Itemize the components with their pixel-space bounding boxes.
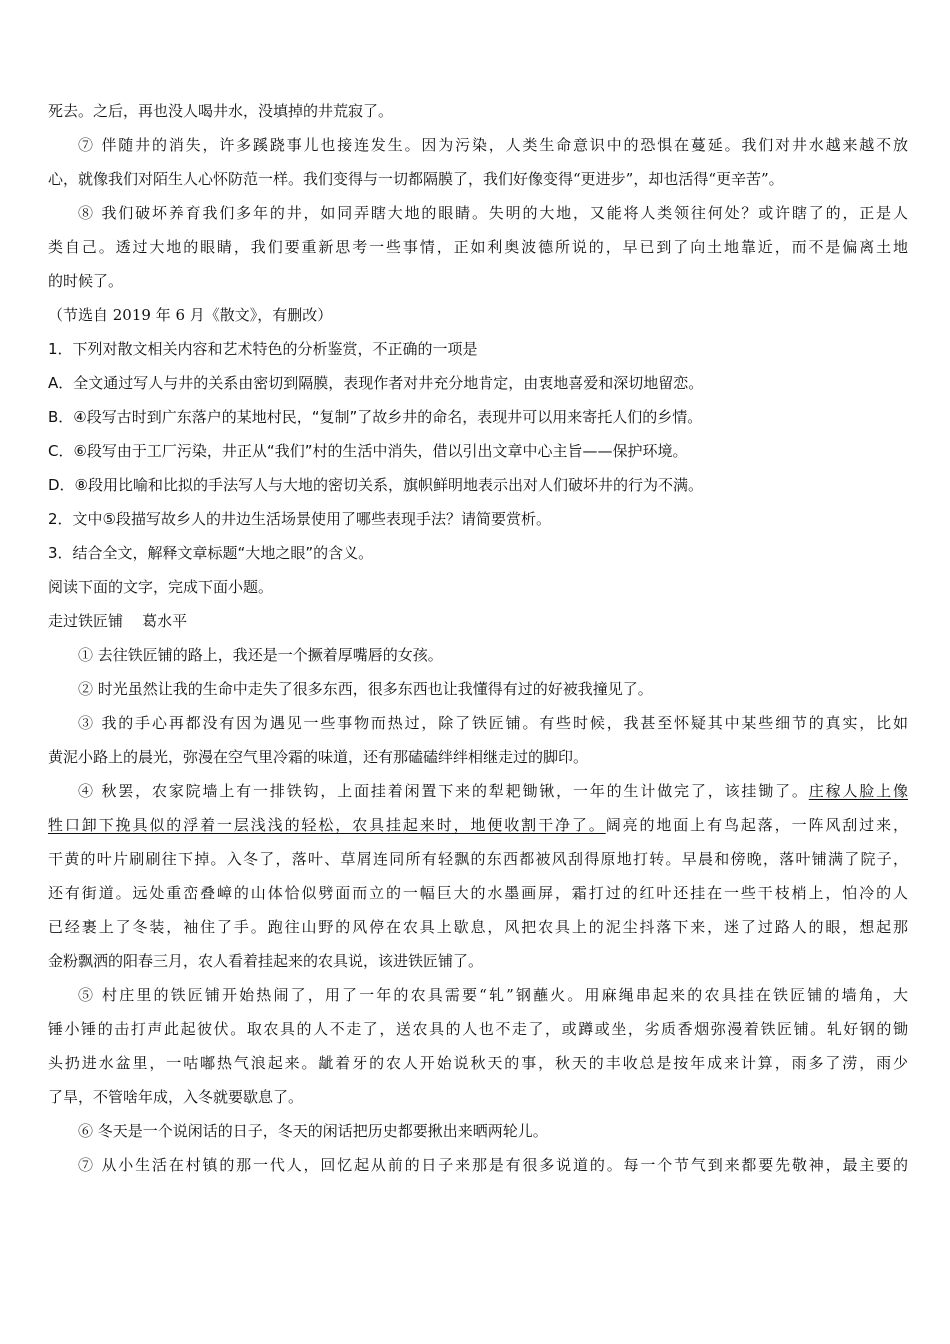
paragraph-8-line-1: ⑧ 我们破坏养育我们多年的井，如同弄瞎大地的眼睛。失明的大地，又能将人类领往何处？或许瞎了的，正是人 — [78, 204, 908, 222]
question-1-option-a: A．全文通过写人与井的关系由密切到隔膜，表现作者对井充分地肯定，由衷地喜爱和深切地留恋。 — [48, 374, 704, 392]
paragraph-3-line-2: 黄泥小路上的晨光，弥漫在空气里冷霜的味道，还有那磕磕绊绊相继走过的脚印。 — [48, 748, 589, 766]
underlined-sentence-part-1: 庄稼人脸上像 — [808, 782, 908, 800]
paragraph-1: ① 去往铁匠铺的路上，我还是一个撅着厚嘴唇的女孩。 — [78, 646, 443, 664]
paragraph-4-line-6: 金粉飘洒的阳春三月，农人看着挂起来的农具说，该进铁匠铺了。 — [48, 952, 484, 970]
paragraph-7-line-1: ⑦ 伴随井的消失，许多蹊跷事儿也接连发生。因为污染，人类生命意识中的恐惧在蔓延。我们对井水越来越不放 — [78, 136, 908, 154]
question-1: 1．下列对散文相关内容和艺术特色的分析鉴赏，不正确的一项是 — [48, 340, 478, 358]
paragraph-4-line-2-text: 阔亮的地面上有鸟起落，一阵风刮过来， — [605, 816, 908, 834]
question-2: 2．文中⑤段描写故乡人的井边生活场景使用了哪些表现手法？请简要赏析。 — [48, 510, 551, 528]
paragraph-4-line-1 — [48, 774, 908, 808]
question-1-option-b: B．④段写古时到广东落户的某地村民，“复制”了故乡井的命名，表现井可以用来寄托人们的乡情。 — [48, 408, 703, 426]
article-title-author: 走过铁匠铺 葛水平 — [48, 612, 188, 630]
paragraph-5-line-2: 锤小锤的击打声此起彼伏。取农具的人不走了，送农具的人也不走了，或蹲或坐，劣质香烟弥漫着铁匠铺。轧好钢的锄 — [48, 1020, 908, 1038]
paragraph-8-line-2: 类自己。透过大地的眼睛，我们要重新思考一些事情，正如利奥波德所说的，早已到了向土地靠近，而不是偏离土地 — [48, 238, 908, 256]
paragraph-4-line-3: 干黄的叶片刷刷往下掉。入冬了，落叶、草屑连同所有轻飘的东西都被风刮得原地打转。早晨和傍晚，落叶铺满了院子， — [48, 850, 908, 868]
paragraph-tail-line: 死去。之后，再也没人喝井水，没填掉的井荒寂了。 — [48, 102, 394, 120]
paragraph-3-line-1: ③ 我的手心再都没有因为遇见一些事物而热过，除了铁匠铺。有些时候，我甚至怀疑其中某些细节的真实，比如 — [78, 714, 908, 732]
paragraph-4-line-4: 还有街道。远处重峦叠嶂的山体恰似劈面而立的一幅巨大的水墨画屏，霜打过的红叶还挂在一些干枝梢上，怕冷的人 — [48, 884, 908, 902]
paragraph-4-line-2 — [48, 808, 908, 842]
paragraph-7-start: ⑦ 从小生活在村镇的那一代人，回忆起从前的日子来那是有很多说道的。每一个节气到来都要先敬神，最主要的 — [78, 1156, 908, 1174]
paragraph-6: ⑥ 冬天是一个说闲话的日子，冬天的闲话把历史都要揪出来晒两轮儿。 — [78, 1122, 548, 1140]
question-1-option-d: D．⑧段用比喻和比拟的手法写人与大地的密切关系，旗帜鲜明地表示出对人们破坏井的行为不满。 — [48, 476, 704, 494]
document-body — [48, 94, 908, 1182]
paragraph-4-line-5: 已经裹上了冬装，袖住了手。跑往山野的风停在农具上歇息，风把农具上的泥尘抖落下来，迷了过路人的眼，想起那 — [48, 918, 908, 936]
paragraph-2: ② 时光虽然让我的生命中走失了很多东西，很多东西也让我懂得有过的好被我撞见了。 — [78, 680, 653, 698]
underlined-sentence-part-2: 牲口卸下挽具似的浮着一层浅浅的轻松，农具挂起来时，地便收割干净了。 — [48, 816, 606, 834]
question-3: 3．结合全文，解释文章标题“大地之眼”的含义。 — [48, 544, 374, 562]
question-1-option-c: C．⑥段写由于工厂污染，井正从“我们”村的生活中消失，借以引出文章中心主旨——保护环境。 — [48, 442, 688, 460]
source-note: （节选自 2019 年 6 月《散文》，有删改） — [48, 306, 333, 324]
reading-instruction: 阅读下面的文字，完成下面小题。 — [48, 578, 274, 596]
paragraph-5-line-4: 了旱，不管啥年成，入冬就要歇息了。 — [48, 1088, 304, 1106]
paragraph-8-line-3: 的时候了。 — [48, 272, 124, 290]
paragraph-7-line-2: 心，就像我们对陌生人心怀防范一样。我们变得与一切都隔膜了，我们好像变得“更进步”，却也活得“更辛苦”。 — [48, 170, 784, 188]
paragraph-5-line-3: 头扔进水盆里，一咕嘟热气浪起来。龇着牙的农人开始说秋天的事，秋天的丰收总是按年成来计算，雨多了涝，雨少 — [48, 1054, 908, 1072]
paragraph-5-line-1: ⑤ 村庄里的铁匠铺开始热闹了，用了一年的农具需要“轧”钢蘸火。用麻绳串起来的农具挂在铁匠铺的墙角，大 — [78, 986, 908, 1004]
paragraph-4-line-1-text: ④ 秋罢，农家院墙上有一排铁钩，上面挂着闲置下来的犁耙锄锹，一年的生计做完了，该挂锄了。 — [78, 782, 809, 800]
